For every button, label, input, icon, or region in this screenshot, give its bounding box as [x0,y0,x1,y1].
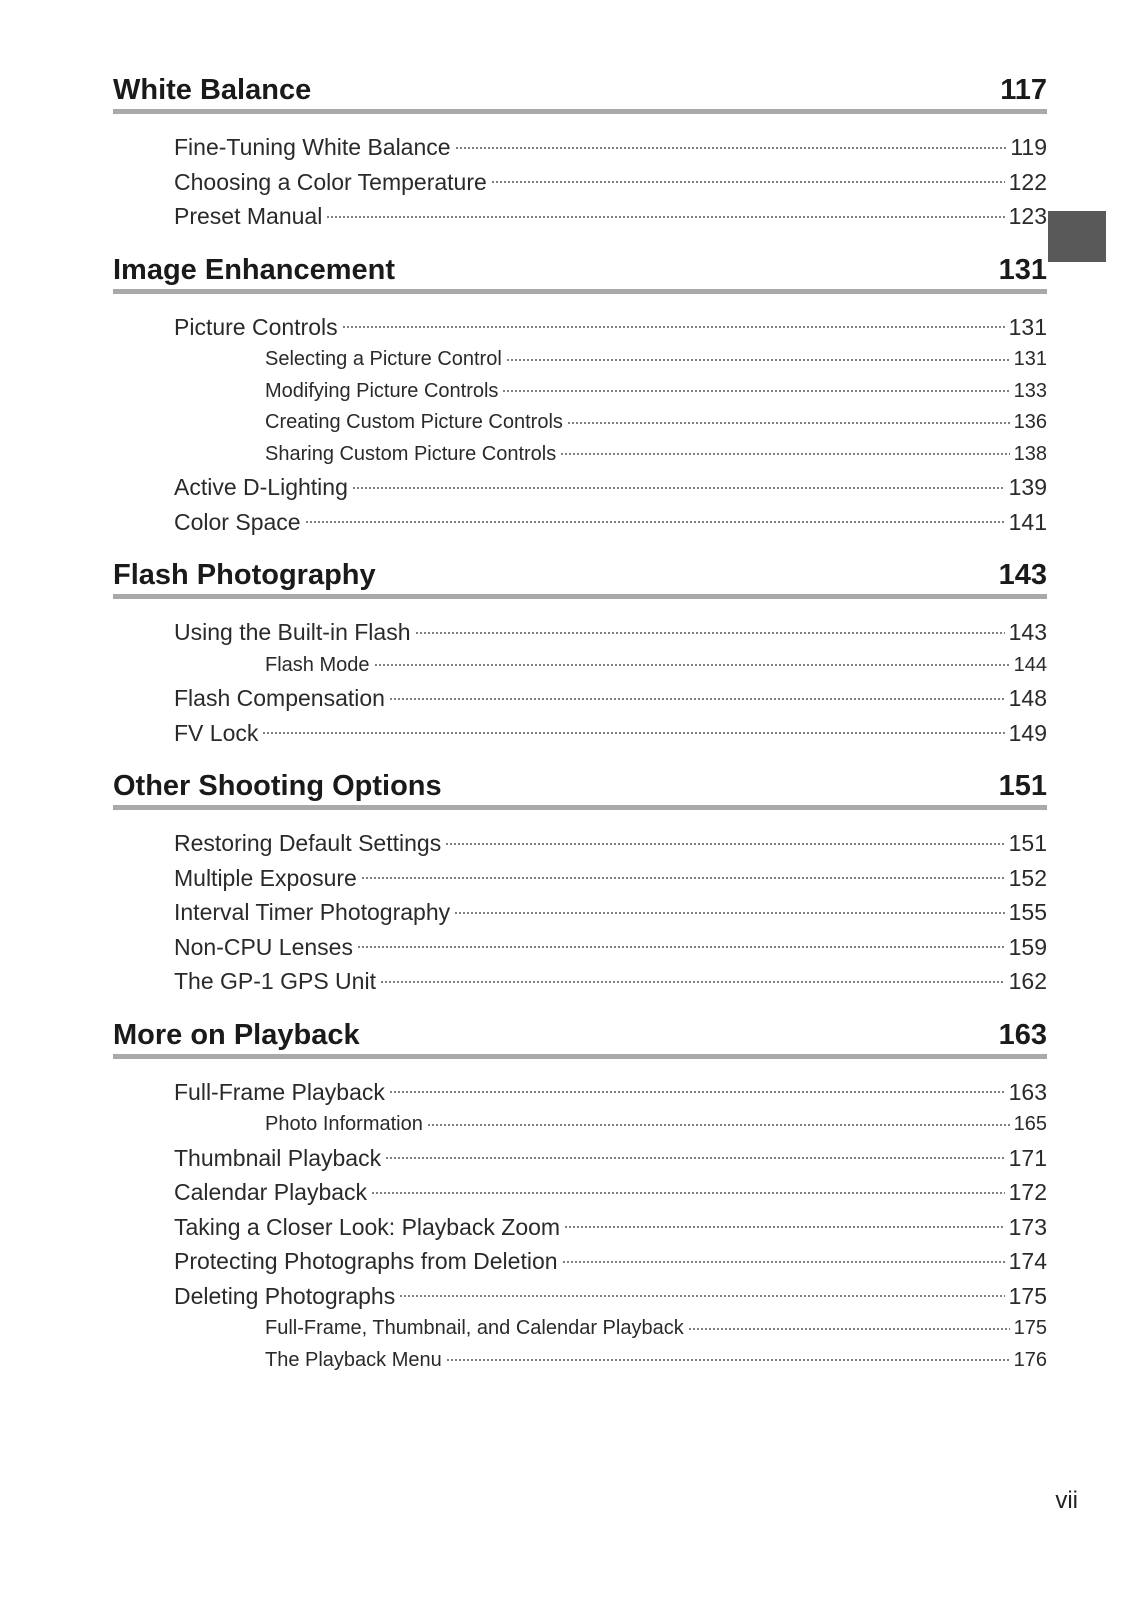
dot-leader [399,1295,1004,1297]
dot-leader [445,843,1004,845]
dot-leader [502,390,1009,392]
entry-label: Creating Custom Picture Controls [265,411,563,433]
entry-page-number: 171 [1008,1144,1047,1171]
toc-section [113,250,1047,540]
dot-leader [560,453,1009,455]
entry-page-number: 131 [1008,313,1047,340]
entry-label: Selecting a Picture Control [265,348,502,370]
section-page-number: 131 [998,253,1047,286]
entry-page-number: 139 [1008,474,1047,500]
entry-page-number: 123 [1008,203,1047,229]
chapter-tab-marker [1048,211,1106,262]
toc-entry[interactable] [113,930,1047,965]
entry-label: Restoring Default Settings [174,830,442,856]
toc-entry[interactable] [113,165,1047,200]
toc-section [113,1015,1047,1377]
toc-subentry[interactable] [113,1109,1047,1141]
section-page-number: 117 [1000,74,1047,106]
entry-label: Fine-Tuning White Balance [174,134,451,160]
entry-label: Taking a Closer Look: Playback Zoom [174,1213,561,1240]
entry-label: Active D-Lighting [174,474,348,500]
section-heading[interactable] [113,766,1047,810]
entry-page-number: 176 [1013,1348,1047,1371]
toc-entry[interactable] [113,1279,1047,1314]
entry-page-number: 155 [1008,899,1047,925]
toc-section [113,766,1047,999]
entry-label: Modifying Picture Controls [265,379,499,402]
entry-page-number: 149 [1008,719,1047,746]
dot-leader [455,147,1007,149]
entry-page-number: 136 [1013,411,1047,433]
entry-label: Deleting Photographs [174,1282,396,1309]
entry-label: Picture Controls [174,313,338,340]
entry-page-number: 119 [1010,134,1047,160]
toc-entry[interactable] [113,199,1047,234]
toc-subentry[interactable] [113,344,1047,376]
dot-leader [361,877,1005,879]
dot-leader [374,664,1010,666]
toc-entry[interactable] [113,1075,1047,1110]
entry-label: Protecting Photographs from Deletion [174,1248,558,1274]
page-number: vii [1055,1487,1078,1514]
toc-subentry[interactable] [113,376,1047,408]
entry-label: Preset Manual [174,203,323,229]
dot-leader [262,732,1004,734]
toc-subentry[interactable] [113,407,1047,439]
toc-entry[interactable] [113,505,1047,540]
dot-leader [371,1192,1005,1194]
toc-entry[interactable] [113,130,1047,165]
section-title: Other Shooting Options [113,770,442,802]
toc-subentry[interactable] [113,650,1047,682]
toc-entry[interactable] [113,1244,1047,1279]
toc-entry[interactable] [113,681,1047,716]
entry-list [113,615,1047,750]
entry-page-number: 173 [1008,1213,1047,1240]
toc-subentry[interactable] [113,1313,1047,1345]
entry-page-number: 163 [1008,1078,1047,1105]
entry-page-number: 175 [1008,1282,1047,1309]
toc-entry[interactable] [113,826,1047,861]
dot-leader [380,981,1005,983]
entry-page-number: 159 [1008,933,1047,960]
section-page-number: 163 [998,1018,1047,1051]
section-heading[interactable] [113,250,1047,294]
entry-page-number: 122 [1008,168,1047,195]
dot-leader [352,487,1005,489]
toc-entry[interactable] [113,310,1047,345]
section-heading[interactable] [113,1015,1047,1059]
entry-page-number: 133 [1013,379,1047,402]
entry-list [113,130,1047,234]
entry-label: The GP-1 GPS Unit [174,968,376,994]
entry-label: Flash Compensation [174,685,385,711]
dot-leader [326,216,1004,218]
entry-page-number: 151 [1008,830,1047,856]
entry-list [113,826,1047,999]
dot-leader [415,632,1005,634]
entry-page-number: 172 [1008,1179,1047,1205]
toc-section [113,555,1047,750]
dot-leader [389,1091,1005,1093]
entry-label: Full-Frame, Thumbnail, and Calendar Playback [265,1317,684,1339]
toc-entry[interactable] [113,1210,1047,1245]
toc-entry[interactable] [113,716,1047,751]
entry-label: Interval Timer Photography [174,899,451,925]
entry-label: Flash Mode [265,653,370,676]
entry-label: Color Space [174,508,301,535]
toc-entry[interactable] [113,615,1047,650]
toc-section [113,70,1047,234]
dot-leader [491,181,1005,183]
section-page-number: 151 [998,770,1047,802]
table-of-contents [113,70,1047,1392]
section-title: More on Playback [113,1018,360,1051]
dot-leader [562,1261,1005,1263]
toc-subentry[interactable] [113,1345,1047,1377]
entry-page-number: 175 [1013,1317,1047,1339]
entry-label: Full-Frame Playback [174,1078,385,1105]
dot-leader [564,1226,1005,1228]
entry-label: FV Lock [174,719,259,746]
toc-entry[interactable] [113,861,1047,896]
dot-leader [567,422,1010,424]
entry-list [113,1075,1047,1377]
entry-label: Non-CPU Lenses [174,933,353,960]
section-page-number: 143 [998,559,1047,591]
dot-leader [446,1359,1010,1361]
entry-page-number: 162 [1008,968,1047,994]
toc-entry[interactable] [113,964,1047,999]
entry-label: Photo Information [265,1113,423,1135]
entry-page-number: 152 [1008,864,1047,891]
toc-entry[interactable] [113,1141,1047,1176]
entry-page-number: 141 [1008,508,1047,535]
section-title: Flash Photography [113,559,376,591]
dot-leader [389,698,1005,700]
entry-page-number: 131 [1013,348,1047,370]
toc-entry[interactable] [113,1175,1047,1210]
section-title: White Balance [113,74,312,106]
entry-page-number: 138 [1013,442,1047,465]
dot-leader [342,326,1005,328]
dot-leader [688,1328,1010,1330]
entry-page-number: 165 [1013,1113,1047,1135]
section-heading[interactable] [113,70,1047,114]
entry-page-number: 144 [1013,653,1047,676]
entry-label: Calendar Playback [174,1179,368,1205]
toc-entry[interactable] [113,895,1047,930]
dot-leader [506,359,1010,361]
dot-leader [427,1124,1010,1126]
toc-entry[interactable] [113,470,1047,505]
section-heading[interactable] [113,555,1047,599]
dot-leader [454,912,1004,914]
dot-leader [357,946,1005,948]
toc-subentry[interactable] [113,439,1047,471]
entry-label: Using the Built-in Flash [174,619,411,645]
entry-page-number: 143 [1008,619,1047,645]
entry-label: Sharing Custom Picture Controls [265,442,557,465]
entry-list [113,310,1047,540]
entry-label: Choosing a Color Temperature [174,168,487,195]
entry-page-number: 148 [1008,685,1047,711]
section-title: Image Enhancement [113,253,396,286]
entry-label: The Playback Menu [265,1348,442,1371]
entry-page-number: 174 [1008,1248,1047,1274]
dot-leader [305,521,1005,523]
entry-label: Thumbnail Playback [174,1144,382,1171]
entry-label: Multiple Exposure [174,864,357,891]
dot-leader [385,1157,1005,1159]
